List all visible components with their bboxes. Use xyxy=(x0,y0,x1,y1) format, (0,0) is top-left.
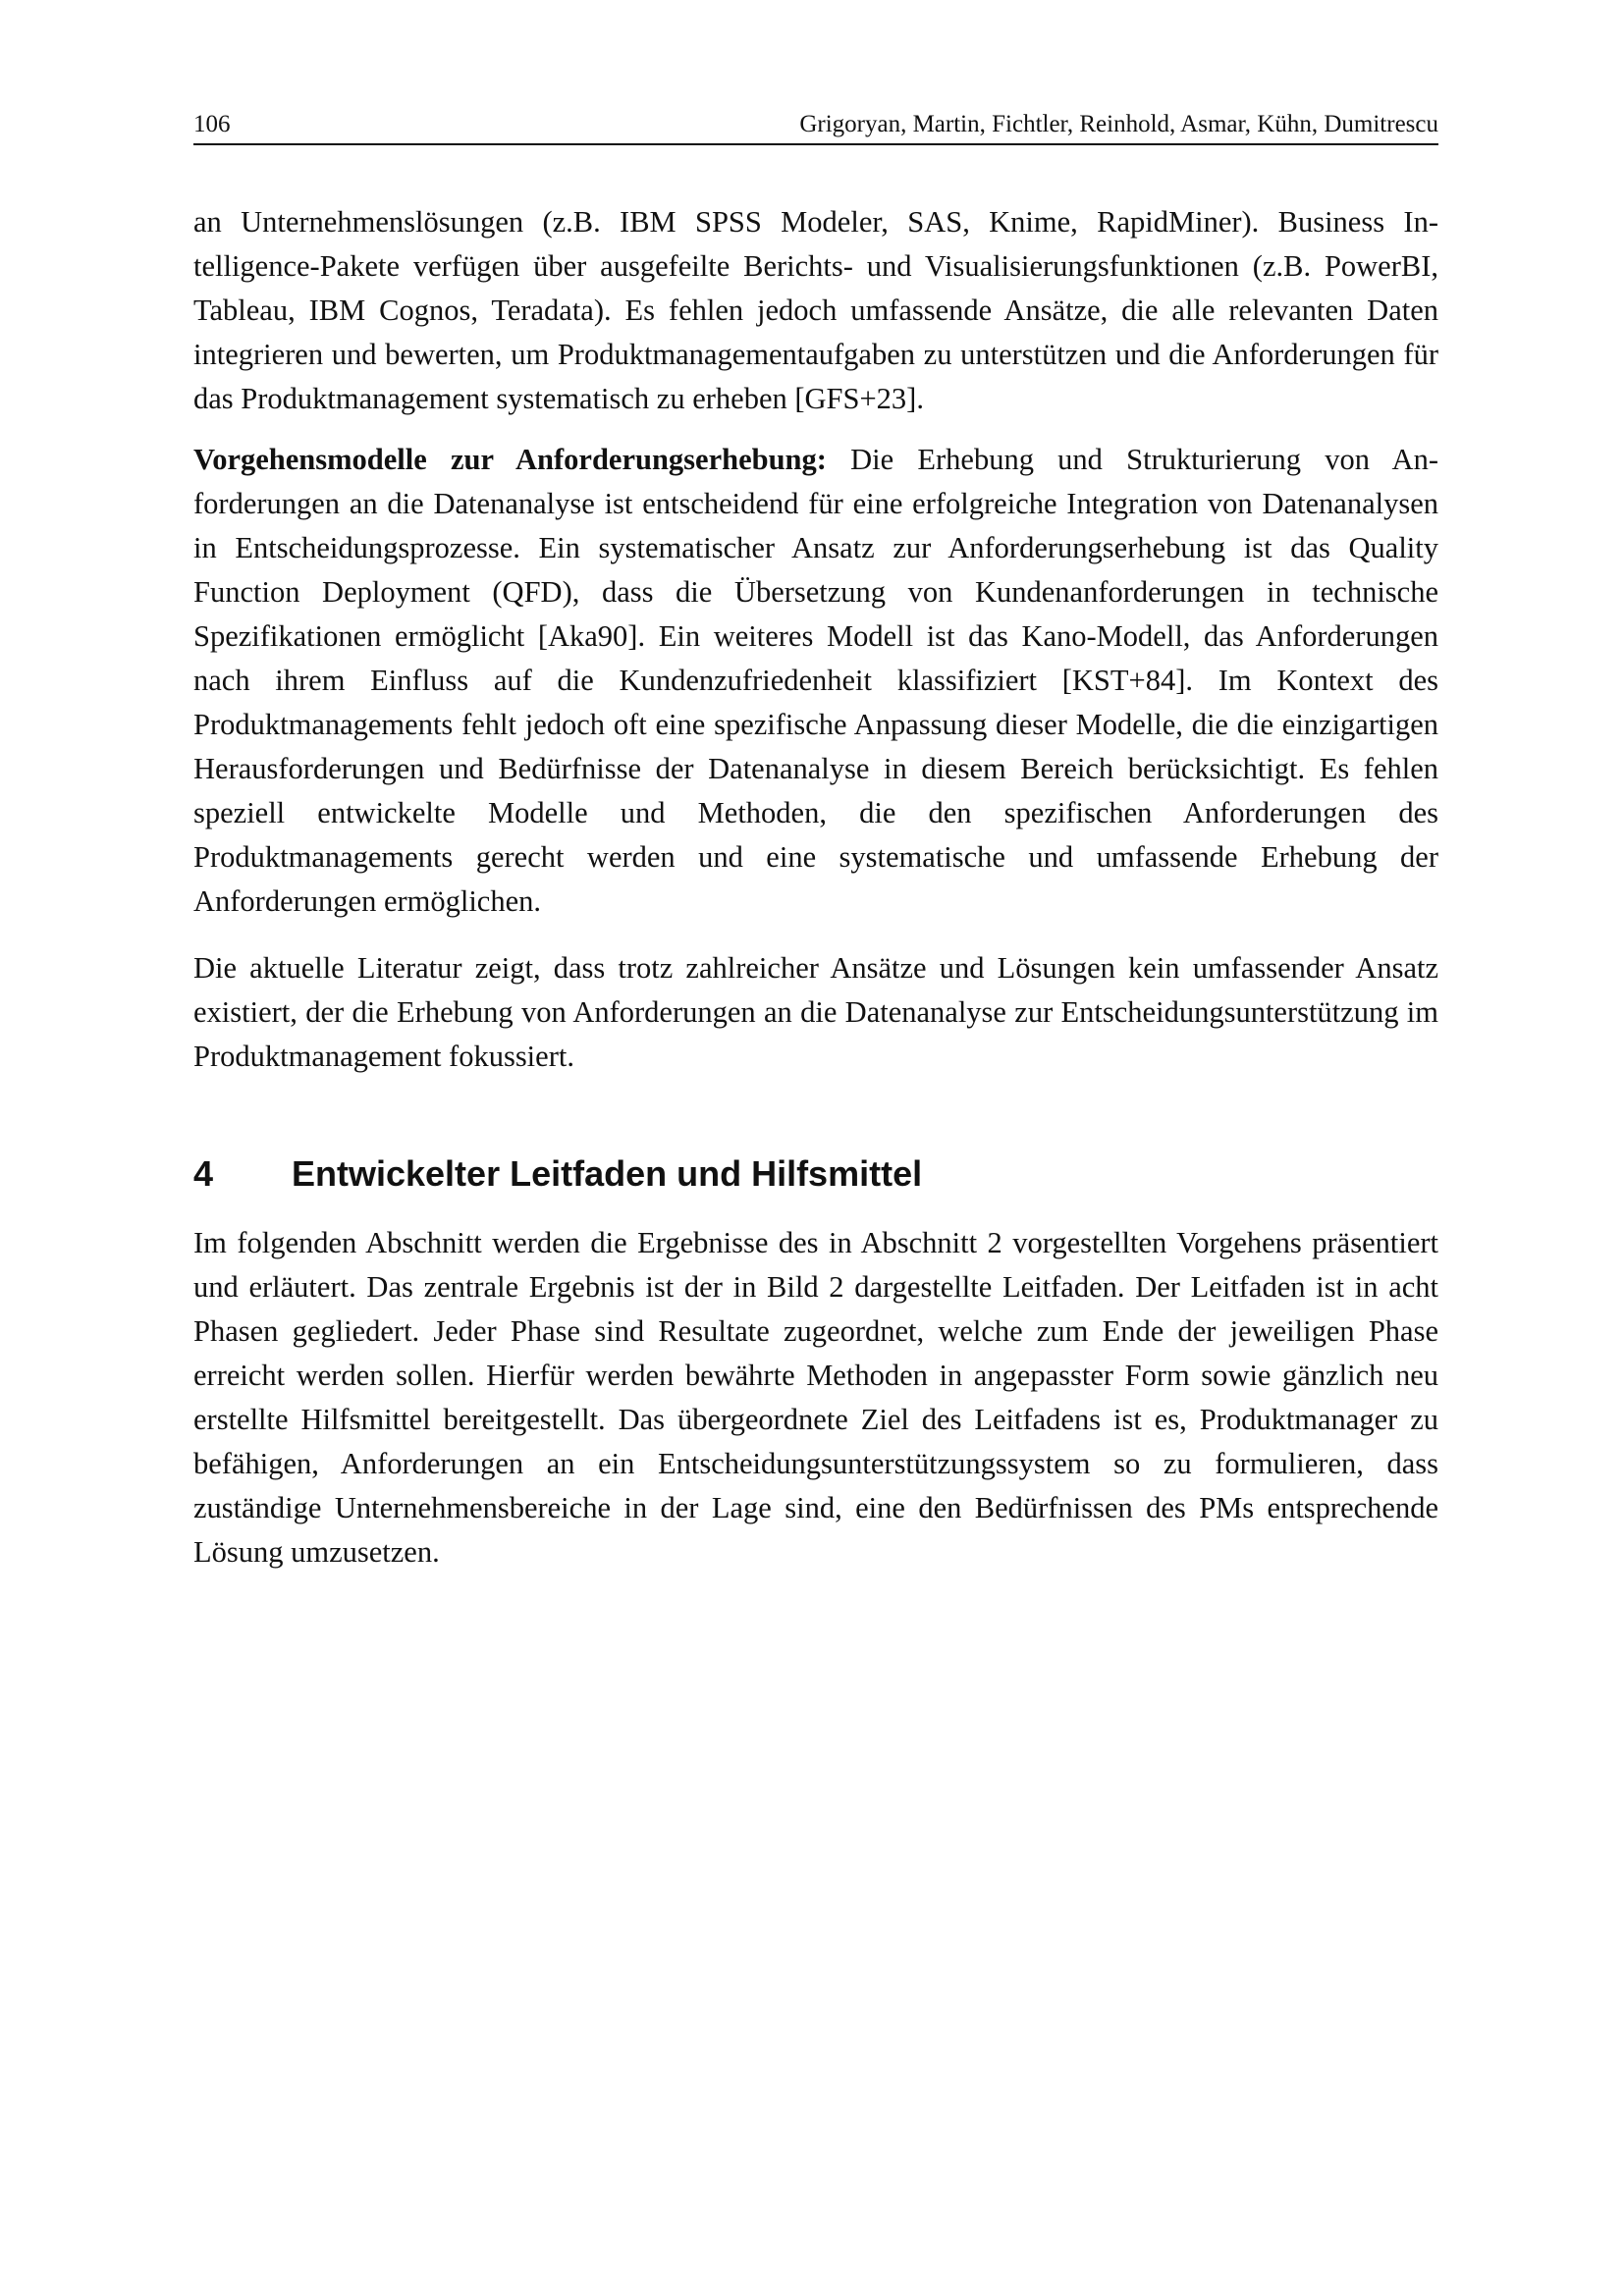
section-title: Entwickelter Leitfaden und Hilfsmittel xyxy=(292,1153,923,1194)
paragraph-vorgehensmodelle-text: Die Erhebung und Strukturierung von Anforderungen an die Datenanalyse ist entscheidend für eine erfolgreiche Integration von Datenanalysen in Entscheidungsprozesse. Ein systematischer Ansatz zur Anforderungserhebung ist das Quality Function Deployment (QFD), dass die Übersetzung von Kundenanforderungen in technische Spezifikationen ermöglicht [Aka90]. Ein weiteres Modell ist das Kano-Modell, das Anforderungen nach ihrem Einfluss auf die Kundenzufriedenheit klassifiziert [KST+84]. Im Kontext des Produktmanagements fehlt jedoch oft eine spezifische Anpassung dieser Modelle, die die einzigartigen Herausforderungen und Bedürfnisse der Datenanalyse in diesem Bereich berücksichtigt. Es fehlen speziell entwickelte Modelle und Methoden, die den spezifischen Anforderungen des Produktmanagements gerecht werden und eine systematische und umfassende Erhebung der Anforderungen ermöglichen. xyxy=(193,443,1438,918)
section-heading xyxy=(193,1152,1438,1196)
paragraph-literature-summary: Die aktuelle Literatur zeigt, dass trotz zahlreicher Ansätze und Lösungen kein umfassender Ansatz existiert, der die Erhebung von Anforderungen an die Datenanalyse zur Entscheidungsunterstützung im Produktmanagement fokussiert. xyxy=(193,951,1438,1073)
running-header-authors: Grigoryan, Martin, Fichtler, Reinhold, Asmar, Kühn, Dumitrescu xyxy=(799,111,1438,137)
section-number: 4 xyxy=(193,1153,214,1194)
page-number: 106 xyxy=(193,111,231,137)
paragraph-business-intelligence: an Unternehmenslösungen (z.B. IBM SPSS Modeler, SAS, Knime, RapidMiner). Business Intelligence-Pakete verfügen über ausgefeilte Berichts- und Visualisierungsfunktionen (z.B. PowerBI, Tableau, IBM Cognos, Teradata). Es fehlen jedoch umfassende Ansätze, die alle relevanten Daten integrieren und bewerten, um Produktmanagementaufgaben zu unterstützen und die Anforderungen für das Produktmanagement systematisch zu erheben [GFS+23]. xyxy=(193,205,1438,415)
paragraph-vorgehensmodelle xyxy=(193,438,1438,924)
paragraph-lead-in: Vorgehensmodelle zur Anforderungserhebung: xyxy=(193,443,827,476)
paragraph-section-intro: Im folgenden Abschnitt werden die Ergebnisse des in Abschnitt 2 vorgestellten Vorgehens präsentiert und erläutert. Das zentrale Ergebnis ist der in Bild 2 dargestellte Leitfaden. Der Leitfaden ist in acht Phasen gegliedert. Jeder Phase sind Resultate zugeordnet, welche zum Ende der jeweiligen Phase erreicht werden sollen. Hierfür werden bewährte Methoden in angepasster Form sowie gänzlich neu erstellte Hilfsmittel bereitgestellt. Das übergeordnete Ziel des Leitfadens ist es, Produktmanager zu befähigen, Anforderungen an ein Entscheidungsunterstützungssystem so zu formulieren, dass zuständige Unternehmensbereiche in der Lage sind, eine den Bedürfnissen des PMs entsprechende Lösung umzusetzen. xyxy=(193,1226,1438,1569)
running-header xyxy=(193,110,1438,145)
